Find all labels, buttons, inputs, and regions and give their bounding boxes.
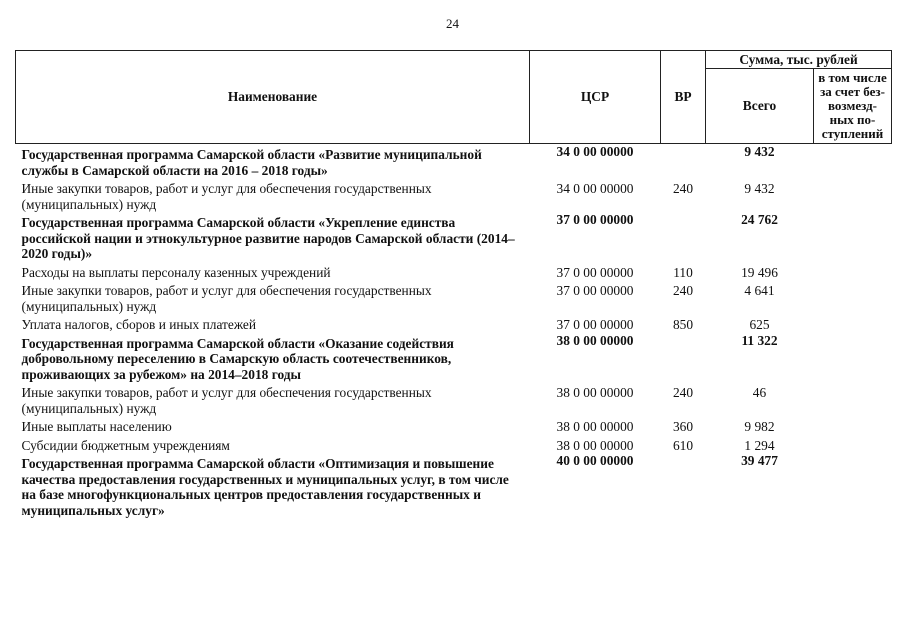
row-incl [814,333,892,383]
row-total: 625 [749,317,770,332]
table-row [16,382,892,416]
table-row [16,435,892,454]
row-name: Государственная программа Самарской области «Укрепление единства российской нации и этнокультурное развитие народов Самарской области (2014–2020 годы)» [21,215,515,261]
header-incl-line: ных по- [829,112,876,127]
row-vr [661,453,706,524]
row-total: 9 432 [744,181,775,196]
row-incl [814,262,892,281]
row-incl [814,416,892,435]
row-vr [661,144,706,179]
table-header [16,51,892,144]
row-name: Иные закупки товаров, работ и услуг для обеспечения государственных (муниципальных) нужд [21,385,432,416]
row-incl [814,453,892,524]
row-vr: 610 [672,437,694,453]
page-number: 24 [446,16,459,31]
row-total: 39 477 [741,453,778,468]
row-name: Государственная программа Самарской области «Оптимизация и повышение качества предоставления государственных и муниципальных услуг, в том числе на базе многофункциональных центров предоставления государственных и муниципальных услуг» [21,456,509,518]
table-row [16,212,892,262]
row-total: 46 [752,385,767,400]
row-csr: 37 0 00 00000 [556,317,634,332]
row-total: 24 762 [741,212,778,227]
row-csr: 37 0 00 00000 [556,212,634,227]
row-name: Расходы на выплаты персоналу казенных учреждений [21,264,331,280]
header-incl-line: за счет без- [820,84,885,99]
row-csr: 38 0 00 00000 [556,332,634,348]
header-incl-line: возмезд- [828,98,877,113]
row-incl [814,280,892,314]
row-csr: 38 0 00 00000 [556,437,634,453]
row-csr: 34 0 00 00000 [556,144,634,159]
header-incl-line: ступлений [821,126,884,141]
table-row [16,262,892,281]
row-vr: 240 [672,385,694,400]
row-total: 4 641 [744,283,775,298]
row-name: Иные закупки товаров, работ и услуг для обеспечения государственных (муниципальных) нужд [21,181,432,212]
header-name: Наименование [16,51,530,144]
row-incl [814,178,892,212]
row-incl [814,435,892,454]
row-name: Иные выплаты населению [21,419,172,434]
header-vr: ВР [661,51,706,144]
table-row [16,178,892,212]
table-row [16,333,892,383]
row-vr: 240 [672,283,694,298]
row-total: 9 982 [744,419,775,434]
row-total: 1 294 [744,437,775,453]
row-vr: 240 [672,181,694,196]
row-incl [814,382,892,416]
row-csr: 40 0 00 00000 [556,453,634,468]
row-vr [661,333,706,383]
table-row [16,453,892,524]
row-name: Уплата налогов, сборов и иных платежей [21,317,257,332]
row-total: 19 496 [741,264,778,280]
header-sum-group: Сумма, тыс. рублей [706,51,892,69]
row-total: 11 322 [741,332,778,348]
table-row [16,314,892,333]
row-vr: 850 [672,317,694,332]
row-csr: 34 0 00 00000 [556,181,634,196]
row-csr: 38 0 00 00000 [556,385,634,400]
row-vr: 360 [672,419,694,434]
row-name: Иные закупки товаров, работ и услуг для обеспечения государственных (муниципальных) нужд [21,283,432,314]
header-csr: ЦСР [530,51,661,144]
header-incl [814,69,892,144]
row-name: Государственная программа Самарской области «Развитие муниципальной службы в Самарской области на 2016 – 2018 годы» [21,147,482,178]
row-name: Субсидии бюджетным учреждениям [21,437,230,453]
row-vr: 110 [673,264,693,280]
table-body [16,144,892,525]
row-incl [814,144,892,179]
row-incl [814,314,892,333]
row-csr: 37 0 00 00000 [556,283,634,298]
table-row [16,416,892,435]
row-csr: 37 0 00 00000 [556,264,634,280]
row-incl [814,212,892,262]
table-row [16,144,892,179]
row-vr [661,212,706,262]
row-name: Государственная программа Самарской области «Оказание содействия добровольному переселению в Самарскую область соотечественников, проживающих за рубежом» на 2014–2018 годы [21,335,454,382]
row-total: 9 432 [744,144,775,159]
header-total: Всего [706,69,814,144]
table-row [16,280,892,314]
row-csr: 38 0 00 00000 [556,419,634,434]
header-incl-line: в том числе [818,70,887,85]
budget-table [15,50,892,524]
